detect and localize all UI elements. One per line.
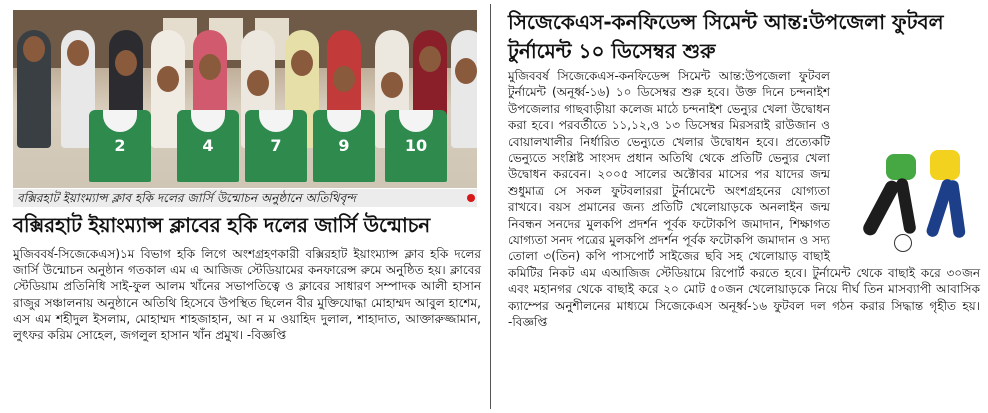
right-article [496, 0, 988, 413]
jersey: 2 [89, 110, 151, 182]
person-head [333, 66, 355, 92]
right-headline: সিজেকেএস-কনফিডেন্স সিমেন্ট আন্ত:উপজেলা ফুটবল টুর্নামেন্ট ১০ ডিসেম্বর শুরু [508, 10, 944, 63]
person-head [455, 58, 477, 84]
left-headline: বক্সিরহাট ইয়াংম্যান্স ক্লাবের হকি দলের জার্সি উন্মোচন [13, 213, 430, 237]
left-body-text: মুজিববর্ষ-সিজেকেএস)১ম বিভাগ হকি লিগে অংশগ্রহণকারী বক্সিরহাট ইয়াংম্যান্স ক্লাব হকি দলের জার্সি উন্মোচন অনুষ্ঠান গতকাল এম এ আজিজ স্টেডিয়ামের কনফারেন্স রুমে অনুষ্ঠিত হয়। ক্লাবের স্টেডিয়াম প্রতিনিধি সাই-ফুল আলম খাঁনের সভাপতিত্বে ও ক্লাবের সাধারণ সম্পাদক আলী হাসান রাজুর সঞ্চালনায় অনুষ্ঠানে অতিথি হিসেবে উপস্থিত ছিলেন বীর মুক্তিযোদ্ধা মোহাম্মদ আবুল হাশেম, এস এম শহীদুল ইসলাম, মোহাম্মদ শাহজাহান, আ ন ম ওয়াহিদ দুলাল, শাহাদাত, আক্তারুজ্জামান, লুৎফর করিম সোহেল, জগলুল হাসান খাঁন প্রমুখ। -বিজ্ঞপ্তি [13, 247, 481, 343]
person-head [23, 36, 45, 62]
person-head [247, 70, 269, 96]
person-head [291, 50, 313, 76]
left-article [0, 0, 487, 413]
player-yellow-leg [946, 179, 966, 238]
photo-caption-text: বক্সিরহাট ইয়াংম্যান্স ক্লাব হকি দলের জার্সি উন্মোচন অনুষ্ঠানে অতিথিবৃন্দ [17, 191, 356, 205]
jersey: 4 [177, 110, 239, 182]
person-head [199, 54, 221, 80]
jersey: 10 [385, 110, 447, 182]
player-green-leg [861, 178, 902, 238]
person-head [381, 72, 403, 98]
player-yellow-shirt [930, 150, 960, 180]
person-head [157, 66, 179, 92]
person-figure [451, 30, 477, 148]
right-body-text: মুজিববর্ষ সিজেকেএস-কনফিডেন্স সিমেন্ট আন্ত:উপজেলা ফুটবল টুর্নামেন্ট (অনূর্ধ্ব-১৬) ১০ ডিসেম্বর শুরু হবে। উক্ত দিনে চন্দনাইশ উপজেলার গাছবাড়ীয়া কলেজ মাঠে চন্দনাইশ ভেন্যুর খেলা উদ্বোধন করা হবে। পরবর্তীতে ১১,১২,ও ১৩ ডিসেম্বর মিরসরাই রাউজান ও বোয়ালখালীর নির্ধারিত ভেন্যুতে খেলার উদ্বোধন হবে। প্রত্যেকটি ভেন্যুতে সংশ্লিষ্ট সাংসদ প্রধান অতিথি থেকে প্রতিটি ভেন্যুর খেলা উদ্বোধন করবেন। ২০০৫ সালের অক্টোবর মাসের পর যাদের জন্ম শুধুমাত্র সে সকল ফুটবলাররা টুর্নামেন্টে অংশগ্রহনের যোগ্যতা রাখবে। বয়স প্রমানের জন্য প্রতিটি খেলোয়াড়কে অনলাইন জন্ম নিবন্ধন সনদের মুলকপি প্রদর্শন পূর্বক ফটোকপি জমাদান, শিক্ষাগত যোগ্যতা সনদ পত্রের মুলকপি প্রদর্শন পূর্বক ফটোকপি জমাদান ও সদ্য তোলা ৩(তিন) কপি পাসপোর্ট সাইজের ছবি সহ খেলোয়াড় বাছাই কমিটির নিকট এম এআজিজ স্টেডিয়ামে রিপোর্ট করতে হবে। টুর্নামেন্ট থেকে বাছাই করে ৩০জন এবং মহানগর থেকে বাছাই করে ২০ মোট ৫০জন খেলোয়াড়কে নিয়ে দীর্ঘ তিন মাসব্যাপী আবাসিক ক্যাম্পের অনুশীলনের মাধ্যমে সিজেকেএস অনূর্ধ্ব-১৬ ফুটবল দল গঠন করার সিদ্ধান্ত গৃহীত হয়। -বিজ্ঞপ্তি [508, 69, 980, 330]
person-head [67, 40, 89, 66]
football-icon [894, 234, 912, 252]
person-head [115, 50, 137, 76]
player-green-shirt [886, 154, 916, 180]
photo-caption [13, 189, 477, 207]
jersey: 9 [313, 110, 375, 182]
players-illustration-canvas [838, 144, 980, 256]
player-green-leg [895, 177, 917, 234]
jersey-unveiling-photo [13, 10, 477, 188]
person-head [419, 46, 441, 72]
column-divider [490, 4, 491, 409]
jersey: 7 [245, 110, 307, 182]
football-players-illustration [838, 144, 980, 256]
right-body [508, 68, 980, 331]
red-bullet-icon [467, 194, 475, 202]
